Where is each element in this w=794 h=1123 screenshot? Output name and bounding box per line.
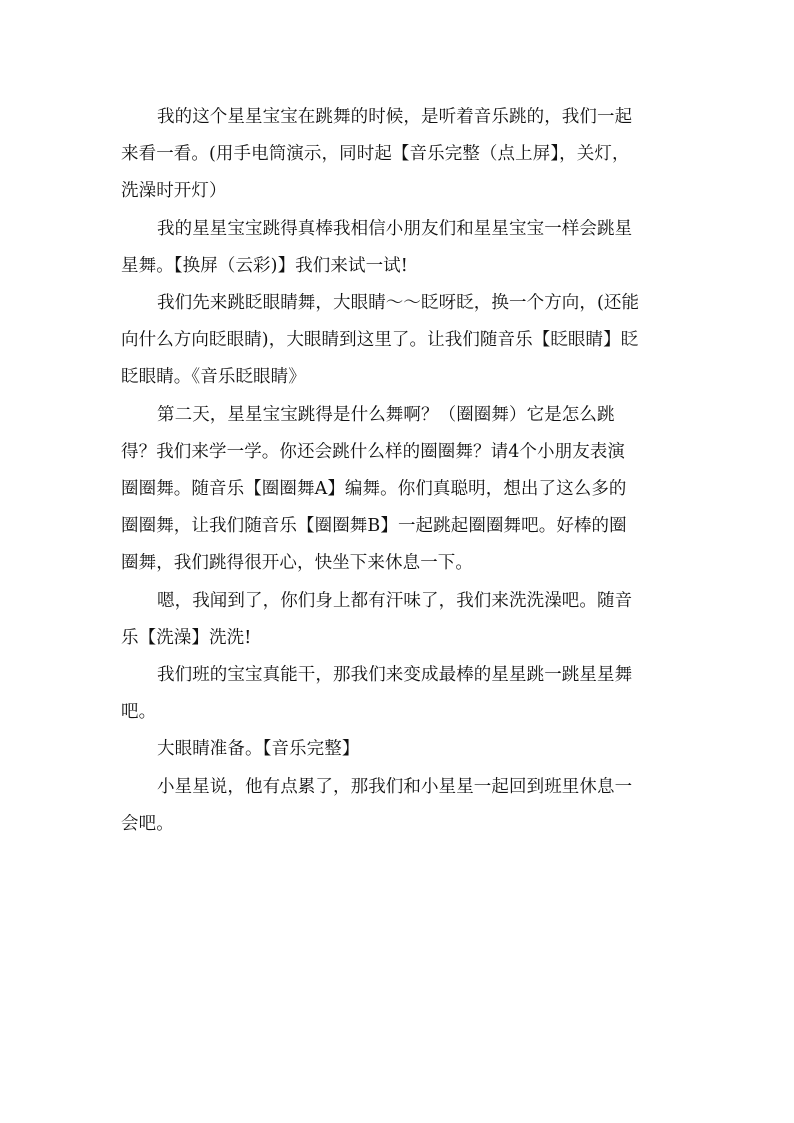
paragraph-5 <box>121 583 681 657</box>
paragraph-line: 星舞。【换屏（云彩)】我们来试一试! <box>121 255 408 276</box>
paragraph-line: 我的这个星星宝宝在跳舞的时候，是听着音乐跳的，我们一起 <box>157 107 633 127</box>
paragraph-line: 洗澡时开灯） <box>121 181 227 202</box>
paragraph-2 <box>121 211 681 285</box>
paragraph-6 <box>121 657 681 731</box>
paragraph-line: 来看一看。(用手电筒演示，同时起【音乐完整（点上屏】，关灯， <box>121 144 630 165</box>
paragraph-line: 圈圈舞，让我们随音乐【圈圈舞B】一起跳起圈圈舞吧。好棒的圈 <box>121 516 627 537</box>
paragraph-8 <box>121 769 681 843</box>
paragraph-line: 我的星星宝宝跳得真棒我相信小朋友们和星星宝宝一样会跳星 <box>157 218 633 239</box>
paragraph-line: 我们先来跳眨眼睛舞，大眼睛～～眨呀眨，换一个方向，(还能 <box>157 293 640 314</box>
paragraph-line: 向什么方向眨眼睛)，大眼睛到这里了。让我们随音乐【眨眼睛】眨 <box>121 330 639 351</box>
paragraph-line: 大眼睛准备。【音乐完整】 <box>157 739 360 760</box>
paragraph-line: 第二天，星星宝宝跳得是什么舞啊？（圈圈舞）它是怎么跳 <box>157 404 615 425</box>
document-body <box>121 99 681 843</box>
paragraph-7 <box>121 731 681 768</box>
paragraph-line: 眨眼睛。《音乐眨眼睛》 <box>121 367 306 388</box>
paragraph-line: 嗯，我闻到了，你们身上都有汗味了，我们来洗洗澡吧。随音 <box>157 590 633 611</box>
paragraph-line: 圈圈舞。随音乐【圈圈舞A】编舞。你们真聪明，想出了这么多的 <box>121 479 627 500</box>
paragraph-4 <box>121 397 681 583</box>
paragraph-line: 会吧。 <box>121 813 174 834</box>
paragraph-3 <box>121 285 681 397</box>
paragraph-line: 我们班的宝宝真能干，那我们来变成最棒的星星跳一跳星星舞 <box>157 665 633 686</box>
paragraph-line: 圈舞，我们跳得很开心，快坐下来休息一下。 <box>121 553 473 574</box>
paragraph-1 <box>121 99 681 211</box>
paragraph-line: 吧。 <box>121 702 157 723</box>
paragraph-line: 得？我们来学一学。你还会跳什么样的圈圈舞？请4个小朋友表演 <box>121 441 626 462</box>
paragraph-line: 小星星说，他有点累了，那我们和小星星一起回到班里休息一 <box>157 776 633 797</box>
paragraph-line: 乐【洗澡】洗洗! <box>121 627 252 648</box>
